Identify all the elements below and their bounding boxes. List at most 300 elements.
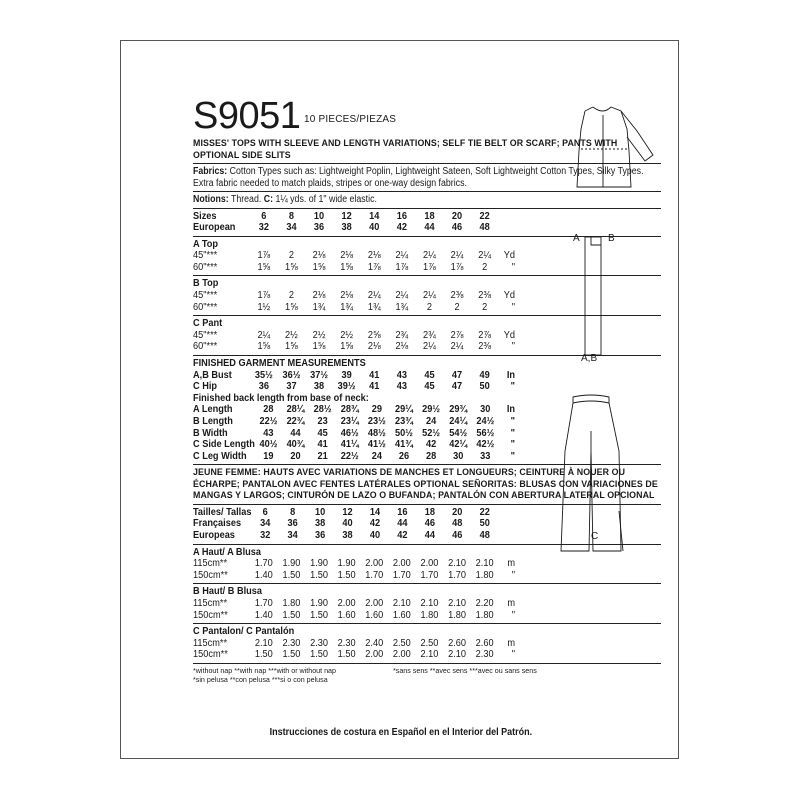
row-value: 1.70 [448, 569, 466, 581]
row-value: 45 [317, 427, 328, 439]
divider [193, 623, 661, 624]
row-value: 2⅛ [312, 250, 326, 262]
row-value: 32 [260, 530, 271, 542]
nap-note-es: *sin pelusa **con pelusa ***si o con pelusa [193, 675, 328, 684]
row-label: Tailles/ Tallas [193, 506, 252, 518]
row-value: 23½ [367, 416, 386, 427]
row-value: 2⅞ [478, 329, 492, 341]
row-value: 49 [479, 369, 490, 381]
row-label: C Side Length [193, 439, 255, 451]
row-unit: Yd [503, 290, 515, 302]
row-value: 34 [260, 518, 271, 530]
row-value: 1.70 [254, 558, 273, 570]
row-value: 46 [424, 518, 435, 530]
row-value: 44 [397, 518, 408, 530]
row-value: 2.10 [254, 637, 273, 649]
row-value: 2.30 [282, 637, 301, 649]
row-label: A Length [193, 404, 233, 416]
row-value: 16 [397, 506, 408, 518]
pattern-title: MISSES' TOPS WITH SLEEVE AND LENGTH VARIATIONS; SELF TIE BELT OR SCARF; PANTS WITH OPTIONAL SIDE SLITS [193, 138, 618, 161]
row-value: 20 [452, 506, 463, 518]
row-value: 26 [398, 450, 410, 462]
row-unit: In [506, 369, 515, 381]
row-label: 115cm** [193, 558, 228, 570]
row-value: 12 [341, 210, 352, 222]
yardage-row [193, 302, 515, 314]
row-value: 2.00 [420, 558, 439, 570]
figure-label-ab: A,B [581, 353, 598, 364]
row-value: 2.00 [365, 649, 384, 661]
row-value: 52½ [422, 427, 441, 439]
row-value: 54½ [449, 427, 468, 439]
row-value: 50 [479, 381, 490, 393]
notions-body: Thread. [228, 194, 264, 205]
row-value: 1.50 [310, 569, 328, 581]
top-neckline [593, 107, 611, 111]
length-row [193, 451, 515, 463]
row-value: 28¼ [286, 404, 305, 416]
yardage-row [193, 341, 515, 353]
row-value: 2.00 [337, 598, 356, 610]
row-value: 34 [286, 222, 297, 234]
row-value: 38 [341, 222, 352, 234]
row-value: 22 [479, 506, 490, 518]
row-value: 28¾ [340, 404, 359, 416]
row-value: 1.70 [420, 569, 439, 581]
row-value: 1⅞ [257, 290, 271, 302]
yardage-table [193, 250, 515, 273]
row-value: 1⅝ [285, 261, 298, 273]
row-value: 48½ [367, 427, 386, 439]
row-value: 38 [314, 518, 326, 530]
figure-label-c: C [591, 531, 599, 542]
row-unit [498, 222, 515, 234]
top-illustration [563, 99, 663, 229]
row-value: 1¾ [367, 301, 381, 313]
row-value: 20 [290, 450, 301, 462]
back-length-title: Finished back length from base of neck: [193, 392, 369, 404]
row-value: 18 [424, 210, 435, 222]
row-value: 2⅛ [367, 341, 381, 353]
row-value: 1.50 [310, 609, 328, 621]
metric-yardage-row [193, 570, 515, 582]
row-value: 8 [290, 506, 296, 518]
row-value: 29¼ [395, 404, 413, 416]
notions-c-body: 1¼ yds. of 1" wide elastic. [273, 194, 377, 205]
row-value: 1.60 [337, 609, 356, 621]
sizes-row [193, 211, 515, 223]
row-label: Europeas [193, 530, 235, 542]
row-value: 44 [424, 222, 435, 234]
row-value: 38 [342, 530, 353, 542]
europeas-row [193, 530, 515, 542]
row-value: 20 [451, 210, 463, 222]
belt-strip [585, 237, 601, 355]
row-value: 1.50 [337, 569, 356, 581]
row-value: 39½ [337, 381, 356, 393]
row-value: 24¼ [449, 416, 468, 427]
metric-yardage-row [193, 598, 515, 610]
nap-notes [193, 666, 661, 684]
row-value: 1¾ [312, 301, 326, 313]
row-value: 1.40 [254, 569, 273, 581]
row-unit: " [510, 450, 515, 462]
row-value: 1¾ [340, 301, 354, 313]
row-value: 22½ [259, 416, 278, 427]
belt-fold [591, 237, 601, 245]
row-value: 40 [369, 530, 381, 542]
row-value: 43 [263, 427, 274, 439]
row-value: 41½ [367, 439, 386, 451]
spanish-french-title: JEUNE FEMME: HAUTS AVEC VARIATIONS DE MANCHES ET LONGUEURS; CEINTURE À NOUER OU ÉCHARPE; PANTALON AVEC FENTES LATÉRALES OPTIONAL SEÑORITAS: BLUSAS CON VARIACIONES DE MANGAS Y LARGOS; CINTURÓN DE LAZO O BUFANDA; PANTALÓN CON ABERTURA LATERAL OPCIONAL [193, 467, 658, 502]
row-value: 2¼ [423, 290, 436, 302]
row-value: 2⅜ [478, 290, 492, 302]
row-value: 2 [426, 301, 432, 313]
row-value: 1½ [257, 301, 271, 313]
row-value: 1.70 [254, 598, 273, 610]
row-unit: " [510, 439, 515, 451]
row-value: 2¼ [423, 341, 436, 353]
row-unit: Yd [503, 250, 515, 262]
row-value: 19 [263, 450, 274, 462]
nap-note-fr: *sans sens **avec sens ***avec ou sans sens [393, 666, 537, 675]
yardage-row [193, 330, 515, 342]
row-label: 150cm** [193, 569, 228, 581]
european-sizes-row [193, 222, 515, 234]
row-value: 36 [314, 530, 326, 542]
row-value: 1⅞ [423, 261, 436, 273]
row-value: 2¾ [423, 329, 436, 341]
row-value: 16 [396, 210, 407, 222]
row-value: 1.80 [475, 609, 494, 621]
row-value: 2¼ [395, 250, 409, 262]
row-value: 32 [258, 222, 269, 234]
row-value: 23¼ [340, 416, 359, 427]
measurement-row [193, 381, 515, 393]
sizes-table [193, 211, 515, 234]
metric-yardage-row [193, 649, 515, 661]
row-value: 1.50 [282, 569, 301, 581]
yardage-row [193, 290, 515, 302]
row-unit [498, 211, 515, 223]
row-value: 1.50 [282, 609, 301, 621]
row-label: A,B Bust [193, 369, 232, 381]
row-unit: " [511, 261, 515, 273]
top-body [577, 107, 631, 187]
row-label: 60"*** [193, 301, 218, 313]
row-label: C Hip [193, 381, 218, 393]
row-value: 36½ [282, 369, 301, 381]
row-value: 1.60 [365, 609, 384, 621]
row-value: 46 [451, 222, 463, 234]
row-value: 1⅝ [285, 341, 298, 353]
row-unit: " [511, 569, 515, 581]
row-value: 14 [369, 210, 380, 222]
row-value: 45 [424, 369, 435, 381]
row-value: 1.90 [337, 558, 356, 570]
row-value: 41¾ [395, 439, 413, 451]
row-value: 2.00 [365, 558, 384, 570]
top-sleeve [621, 111, 653, 161]
row-value: 18 [424, 506, 435, 518]
row-unit: " [510, 381, 515, 393]
row-value: 2¼ [450, 250, 464, 262]
tailles-row [193, 507, 515, 519]
row-value: 2⅝ [367, 329, 381, 341]
row-value: 1⅝ [340, 341, 354, 353]
row-value: 1.80 [282, 598, 301, 610]
row-value: 1.50 [282, 649, 301, 661]
row-value: 2.20 [475, 598, 494, 610]
divider [193, 663, 661, 664]
row-value: 1⅞ [450, 261, 464, 273]
row-unit: Yd [503, 329, 515, 341]
metric-view-title: C Pantalon/ C Pantalón [193, 626, 295, 638]
row-value: 28 [425, 450, 437, 462]
pants-waistband [573, 395, 609, 403]
row-value: 1.40 [254, 609, 273, 621]
row-value: 6 [261, 210, 267, 222]
row-value: 2.50 [392, 637, 411, 649]
row-value: 2.60 [475, 637, 494, 649]
row-value: 2.10 [448, 558, 466, 570]
row-value: 47 [451, 369, 463, 381]
row-label: 150cm** [193, 649, 228, 661]
pattern-number: S9051 [193, 95, 301, 137]
row-value: 6 [262, 506, 268, 518]
row-value: 38 [313, 381, 325, 393]
metric-yardage-table [193, 638, 515, 661]
row-value: 42¼ [449, 439, 468, 451]
instructions-note [121, 727, 680, 738]
row-value: 42 [369, 518, 381, 530]
fabrics-body: Cotton Types such as: Lightweight Poplin, Lightweight Sateen, Soft Lightweight Cotton Types, Silky Types. Extra fabric needed to match plaids, stripes or one-way design fabrics. [193, 166, 644, 189]
row-value: 24½ [476, 416, 495, 427]
row-value: 12 [342, 506, 353, 518]
row-value: 2 [288, 250, 294, 262]
metric-yardage-row [193, 610, 515, 622]
row-unit: m [507, 598, 515, 610]
row-value: 34 [287, 530, 298, 542]
row-label: 45"*** [193, 329, 218, 341]
row-unit [498, 518, 515, 530]
row-value: 50 [479, 518, 490, 530]
row-value: 1⅞ [367, 261, 381, 273]
instructions-text: Instrucciones de costura en Español en el Interior del Patrón. [269, 727, 532, 738]
yardage-table [193, 330, 515, 353]
row-unit: " [510, 416, 515, 427]
row-value: 28 [263, 404, 274, 416]
row-value: 50½ [395, 427, 413, 439]
row-value: 46 [452, 530, 463, 542]
row-value: 1.60 [392, 609, 411, 621]
row-value: 36 [258, 381, 269, 393]
metric-yardage-table [193, 558, 515, 581]
row-value: 2.50 [420, 637, 439, 649]
measurement-row [193, 370, 515, 382]
row-value: 1.70 [392, 569, 411, 581]
row-value: 2 [482, 301, 488, 313]
metric-view-title: B Haut/ B Blusa [193, 586, 263, 598]
row-value: 44 [424, 530, 435, 542]
row-value: 56½ [476, 427, 495, 439]
row-value: 43 [396, 381, 407, 393]
row-value: 2.00 [392, 558, 411, 570]
row-label: 45"*** [193, 250, 218, 262]
row-value: 29¾ [449, 404, 468, 416]
row-value: 48 [452, 518, 463, 530]
row-value: 2 [482, 261, 488, 273]
nap-note-en: *without nap **with nap ***with or without nap [193, 666, 336, 675]
row-unit: " [511, 609, 515, 621]
row-value: 2¼ [257, 329, 271, 341]
belt-illustration [579, 231, 609, 361]
row-value: 14 [369, 506, 381, 518]
row-value: 40 [369, 222, 380, 234]
row-value: 29 [371, 404, 382, 416]
figure-label-b: B [608, 233, 615, 244]
length-row [193, 439, 515, 451]
metric-sizes-table [193, 507, 515, 542]
metric-yardage-row [193, 558, 515, 570]
figure-label-a: A [573, 233, 580, 244]
length-row [193, 428, 515, 440]
row-value: 2⅛ [367, 250, 381, 262]
row-value: 2⅛ [395, 341, 409, 353]
row-label: 60"*** [193, 341, 218, 353]
row-value: 22¾ [286, 416, 305, 427]
pattern-envelope-back [120, 40, 679, 759]
row-value: 1⅝ [312, 341, 326, 353]
notions-label: Notions: [193, 194, 229, 205]
row-value: 1⅝ [312, 261, 326, 273]
row-value: 10 [313, 210, 325, 222]
row-value: 22 [479, 210, 490, 222]
row-value: 2.00 [392, 649, 411, 661]
row-unit [498, 507, 515, 519]
row-value: 2.10 [475, 558, 494, 570]
row-value: 1⅝ [285, 301, 298, 313]
length-row [193, 404, 515, 416]
row-value: 2.30 [337, 637, 356, 649]
row-value: 1.80 [475, 569, 494, 581]
row-value: 2¾ [395, 329, 409, 341]
row-value: 2.10 [448, 649, 466, 661]
row-value: 1.70 [365, 569, 384, 581]
row-label: 115cm** [193, 637, 228, 649]
row-value: 48 [479, 222, 490, 234]
row-value: 1⅞ [395, 261, 409, 273]
row-value: 42 [397, 530, 408, 542]
row-value: 2.10 [420, 649, 439, 661]
row-value: 1⅝ [257, 261, 271, 273]
row-unit: " [511, 649, 515, 661]
row-value: 1.90 [310, 558, 328, 570]
row-value: 28½ [313, 404, 332, 416]
row-value: 2⅜ [478, 341, 492, 353]
row-value: 1.80 [420, 609, 439, 621]
row-label: 150cm** [193, 609, 228, 621]
row-label: European [193, 222, 236, 234]
row-label: 115cm** [193, 598, 228, 610]
row-label: C Leg Width [193, 450, 247, 462]
row-value: 10 [314, 506, 326, 518]
row-value: 30 [453, 450, 464, 462]
row-value: 8 [288, 210, 294, 222]
row-value: 41 [317, 439, 328, 451]
view-title: C Pant [193, 318, 223, 330]
row-value: 2.40 [365, 637, 384, 649]
view-title: B Top [193, 278, 219, 290]
row-value: 2.30 [475, 649, 494, 661]
row-value: 1⅝ [340, 261, 354, 273]
row-value: 39 [341, 369, 352, 381]
row-value: 40½ [259, 439, 278, 451]
metric-view-title: A Haut/ A Blusa [193, 546, 261, 558]
row-value: 43 [396, 369, 407, 381]
row-value: 44 [290, 427, 301, 439]
row-unit: " [511, 301, 515, 313]
row-value: 37 [286, 381, 297, 393]
row-value: 1⅝ [257, 341, 271, 353]
row-label: Sizes [193, 210, 217, 222]
row-value: 1.90 [310, 598, 328, 610]
yardage-row [193, 250, 515, 262]
row-label: B Length [193, 416, 233, 427]
row-label: Françaises [193, 518, 242, 530]
finished-measurements-title: FINISHED GARMENT MEASUREMENTS [193, 358, 366, 370]
row-unit: In [506, 404, 515, 416]
row-value: 1.90 [282, 558, 301, 570]
row-value: 24 [425, 416, 437, 427]
row-value: 2⅛ [312, 290, 326, 302]
row-value: 2¼ [367, 290, 381, 302]
row-label: B Width [193, 427, 228, 439]
row-value: 1.80 [448, 609, 466, 621]
row-unit: " [510, 427, 515, 439]
length-table [193, 404, 515, 462]
row-value: 45 [424, 381, 435, 393]
row-value: 48 [479, 530, 490, 542]
row-value: 2.10 [420, 598, 439, 610]
row-value: 42 [425, 439, 437, 451]
row-value: 2.30 [310, 637, 328, 649]
length-row [193, 416, 515, 428]
fabrics-label: Fabrics: [193, 166, 228, 177]
piece-count: 10 PIECES/PIEZAS [304, 114, 397, 125]
row-value: 24 [371, 450, 382, 462]
row-value: 29½ [422, 404, 441, 416]
view-title: A Top [193, 238, 219, 250]
row-value: 2.10 [392, 598, 411, 610]
row-value: 23 [317, 416, 328, 427]
row-value: 21 [317, 450, 328, 462]
row-value: 2⅞ [450, 329, 464, 341]
row-value: 2⅛ [340, 290, 354, 302]
row-value: 1.50 [310, 649, 328, 661]
row-value: 22½ [340, 450, 359, 462]
row-value: 2¼ [395, 290, 409, 302]
row-value: 2¼ [478, 250, 492, 262]
metric-yardage-row [193, 638, 515, 650]
row-value: 23¾ [395, 416, 413, 427]
row-value: 46½ [340, 427, 359, 439]
yardage-row [193, 262, 515, 274]
row-value: 2 [454, 301, 460, 313]
yardage-table [193, 290, 515, 313]
row-value: 40 [342, 518, 353, 530]
row-value: 1⅞ [257, 250, 271, 262]
